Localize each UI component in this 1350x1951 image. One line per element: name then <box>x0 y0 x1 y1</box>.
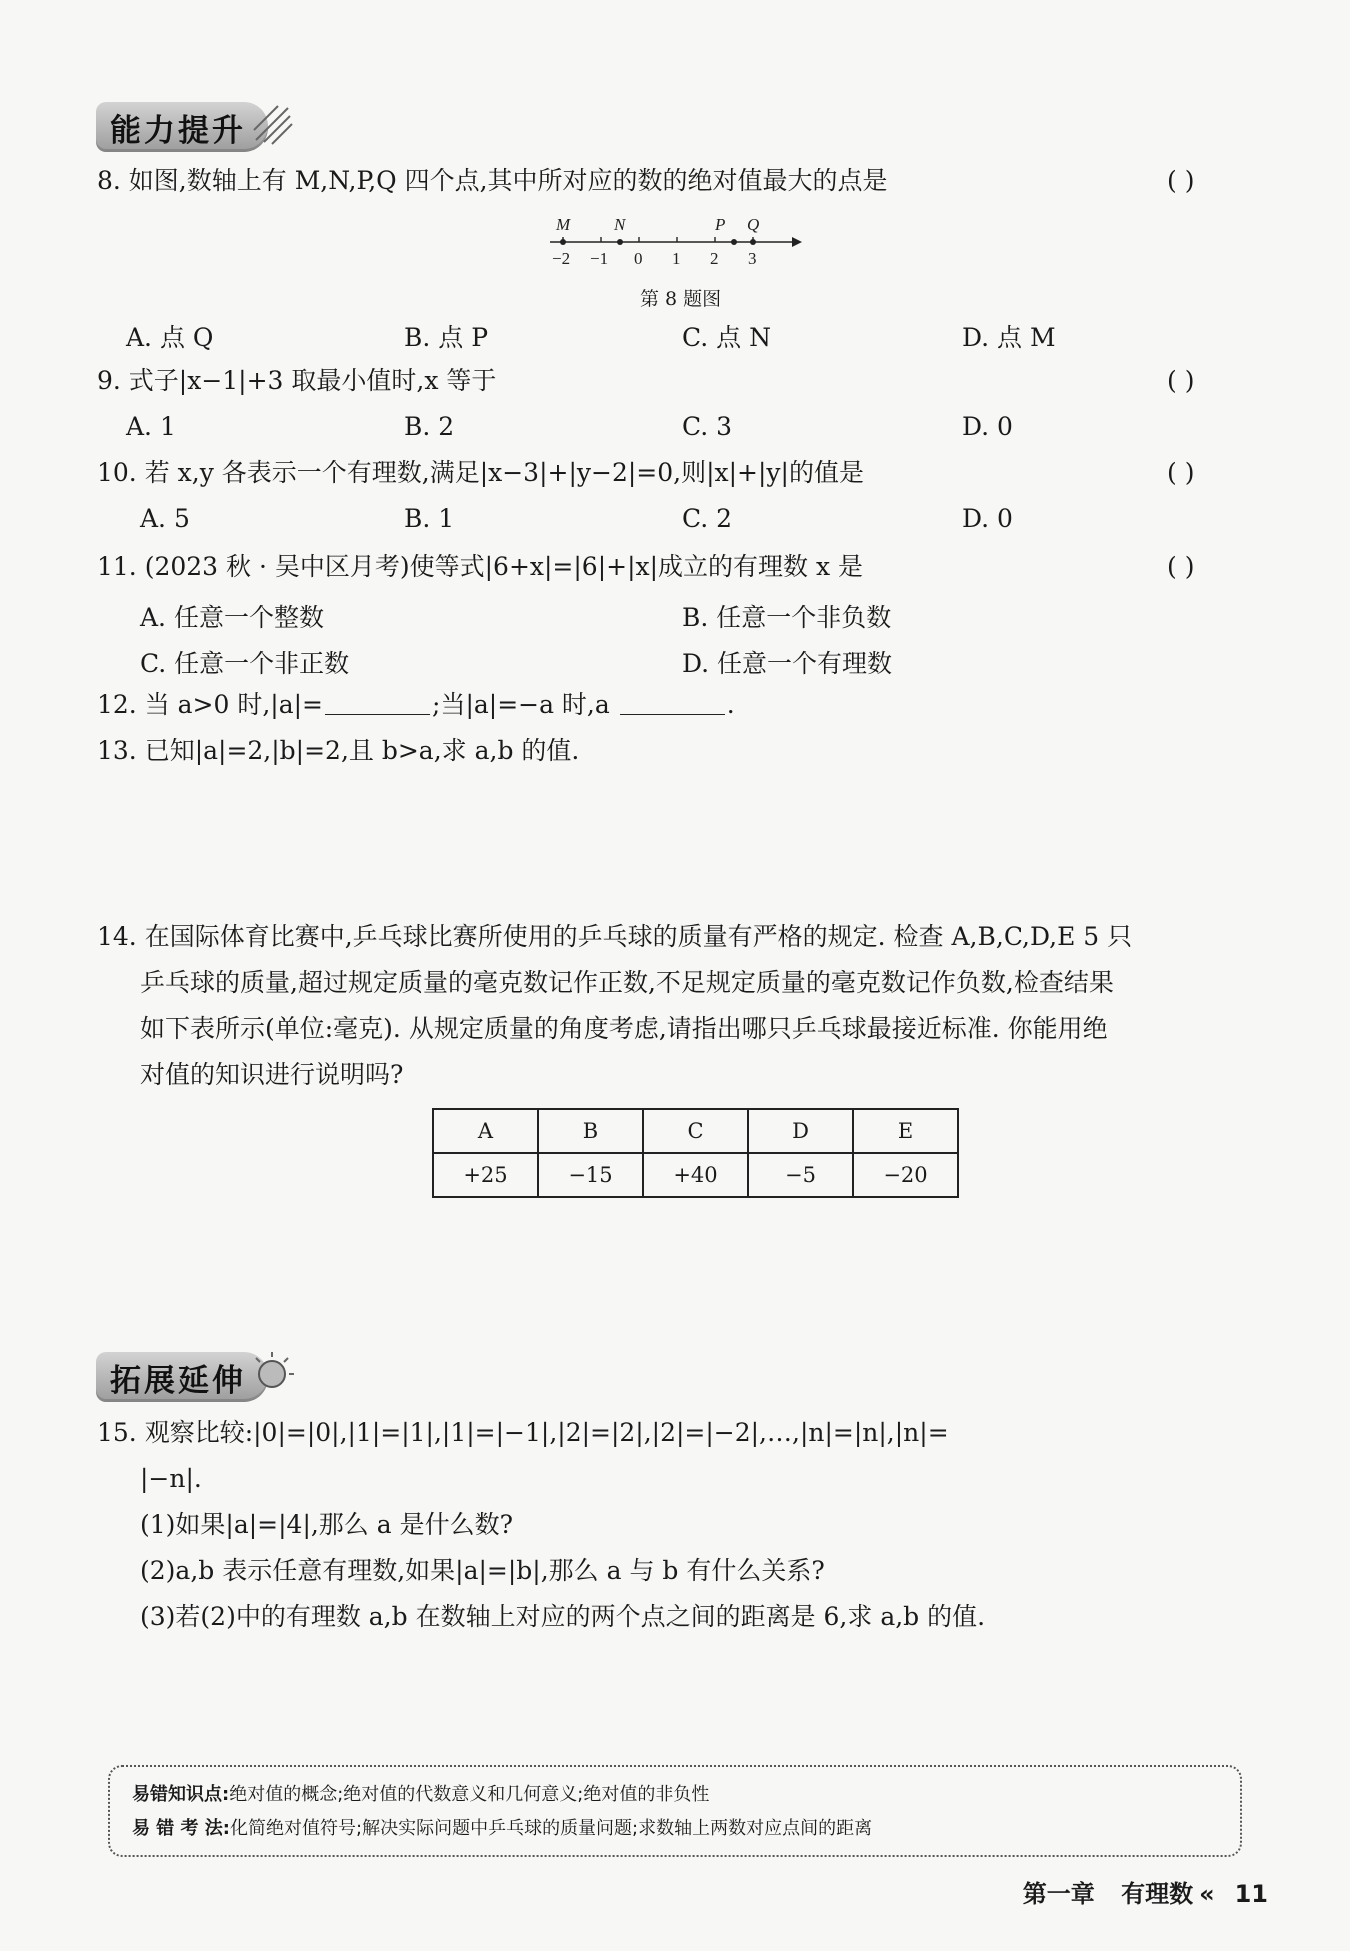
q12-part3: . <box>726 690 735 719</box>
tick-label: 1 <box>672 249 681 268</box>
sparkle-icon <box>248 100 296 148</box>
question-9-answer-paren: ( ) <box>1167 366 1195 395</box>
number-line-figure <box>540 212 810 274</box>
table-cell: −20 <box>853 1153 958 1197</box>
page-footer <box>1023 1874 1268 1909</box>
table-cell: +40 <box>643 1153 748 1197</box>
q8-option-b: B. 点 P <box>404 323 489 352</box>
question-13-text: 13. 已知|a|=2,|b|=2,且 b>a,求 a,b 的值. <box>97 736 580 765</box>
q10-option-b: B. 1 <box>404 504 455 533</box>
tick-label: −2 <box>552 249 571 268</box>
question-14-line-3: 如下表所示(单位:毫克). 从规定质量的角度考虑,请指出哪只乒乓球最接近标准. 你能用绝 <box>140 1014 1108 1043</box>
q8-option-a: A. 点 Q <box>126 323 214 352</box>
question-11-answer-paren: ( ) <box>1167 552 1195 581</box>
error-notes-line-1 <box>132 1780 709 1806</box>
table-header-cell: E <box>853 1109 958 1153</box>
table-cell: −5 <box>748 1153 853 1197</box>
question-15-sub-1: (1)如果|a|=|4|,那么 a 是什么数? <box>140 1510 514 1539</box>
question-15-line-1: 15. 观察比较:|0|=|0|,|1|=|1|,|1|=|−1|,|2|=|2|,|2|=|−2|,…,|n|=|n|,|n|= <box>97 1418 949 1447</box>
question-10-answer-paren: ( ) <box>1167 458 1195 487</box>
chapter-title: 有理数 <box>1121 1880 1194 1908</box>
q11-option-b: B. 任意一个非负数 <box>682 603 892 632</box>
q11-option-d: D. 任意一个有理数 <box>682 649 893 678</box>
question-9-text: 9. 式子|x−1|+3 取最小值时,x 等于 <box>97 366 497 395</box>
tick-label: −1 <box>590 249 609 268</box>
error-notes-box <box>108 1765 1242 1857</box>
table-header-cell: D <box>748 1109 853 1153</box>
point-m <box>560 239 566 245</box>
mass-table <box>432 1108 959 1198</box>
section-header-ability <box>96 102 268 152</box>
table-cell: +25 <box>433 1153 538 1197</box>
q8-option-c: C. 点 N <box>682 323 771 352</box>
chevron-left-icon: « <box>1199 1880 1215 1908</box>
error-notes-label-1: 易错知识点: <box>132 1784 230 1805</box>
question-8-text: 8. 如图,数轴上有 M,N,P,Q 四个点,其中所对应的数的绝对值最大的点是 <box>97 166 888 195</box>
point-q <box>750 239 756 245</box>
table-header-row <box>433 1109 958 1153</box>
answer-blank-1[interactable] <box>325 692 430 715</box>
question-15-line-2: |−n|. <box>140 1464 202 1493</box>
table-cell: −15 <box>538 1153 643 1197</box>
answer-blank-2[interactable] <box>620 692 725 715</box>
section-title: 拓展延伸 <box>110 1362 246 1399</box>
question-14-line-2: 乒乓球的质量,超过规定质量的毫克数记作正数,不足规定质量的毫克数记作负数,检查结果 <box>140 968 1114 997</box>
table-row <box>433 1153 958 1197</box>
error-notes-text-1: 绝对值的概念;绝对值的代数意义和几何意义;绝对值的非负性 <box>229 1784 710 1805</box>
label-p: P <box>715 215 726 234</box>
figure-caption: 第 8 题图 <box>640 288 722 310</box>
tick-label: 2 <box>710 249 719 268</box>
error-notes-label-2: 易 错 考 法: <box>132 1818 230 1839</box>
question-10-text: 10. 若 x,y 各表示一个有理数,满足|x−3|+|y−2|=0,则|x|+|y|的值是 <box>97 458 864 487</box>
table-header-cell: C <box>643 1109 748 1153</box>
q8-option-d: D. 点 M <box>962 323 1056 352</box>
label-n: N <box>614 215 626 234</box>
label-m: M <box>556 215 571 234</box>
label-q: Q <box>747 215 760 234</box>
q11-option-c: C. 任意一个非正数 <box>140 649 350 678</box>
q10-option-a: A. 5 <box>140 504 190 533</box>
question-12-text <box>97 690 735 720</box>
error-notes-text-2: 化简绝对值符号;解决实际问题中乒乓球的质量问题;求数轴上两数对应点间的距离 <box>230 1818 873 1839</box>
chapter-label: 第一章 <box>1022 1880 1095 1908</box>
q10-option-c: C. 2 <box>682 504 733 533</box>
q12-part2: ;当|a|=−a 时,a <box>432 690 610 719</box>
point-n <box>617 239 623 245</box>
q9-option-d: D. 0 <box>962 412 1013 441</box>
tick-label: 0 <box>634 249 643 268</box>
q9-option-a: A. 1 <box>126 412 176 441</box>
q9-option-b: B. 2 <box>404 412 455 441</box>
point-p <box>731 239 737 245</box>
question-14-line-4: 对值的知识进行说明吗? <box>140 1060 404 1089</box>
question-15-sub-2: (2)a,b 表示任意有理数,如果|a|=|b|,那么 a 与 b 有什么关系? <box>140 1556 825 1585</box>
question-14-line-1: 14. 在国际体育比赛中,乒乓球比赛所使用的乒乓球的质量有严格的规定. 检查 A,B,C,D,E 5 只 <box>97 922 1133 951</box>
page-number: 11 <box>1234 1880 1268 1908</box>
tick-label: 3 <box>748 249 757 268</box>
question-11-text: 11. (2023 秋 · 吴中区月考)使等式|6+x|=|6|+|x|成立的有理数 x 是 <box>97 552 864 581</box>
q11-option-a: A. 任意一个整数 <box>140 603 324 632</box>
lightbulb-icon <box>250 1346 300 1396</box>
section-title: 能力提升 <box>110 112 246 149</box>
table-header-cell: A <box>433 1109 538 1153</box>
q9-option-c: C. 3 <box>682 412 733 441</box>
q10-option-d: D. 0 <box>962 504 1013 533</box>
question-15-sub-3: (3)若(2)中的有理数 a,b 在数轴上对应的两个点之间的距离是 6,求 a,b 的值. <box>140 1602 986 1631</box>
error-notes-line-2 <box>132 1814 872 1840</box>
section-header-extension <box>96 1352 268 1402</box>
question-8-answer-paren: ( ) <box>1167 166 1195 195</box>
table-header-cell: B <box>538 1109 643 1153</box>
q12-part1: 12. 当 a>0 时,|a|= <box>97 690 324 719</box>
